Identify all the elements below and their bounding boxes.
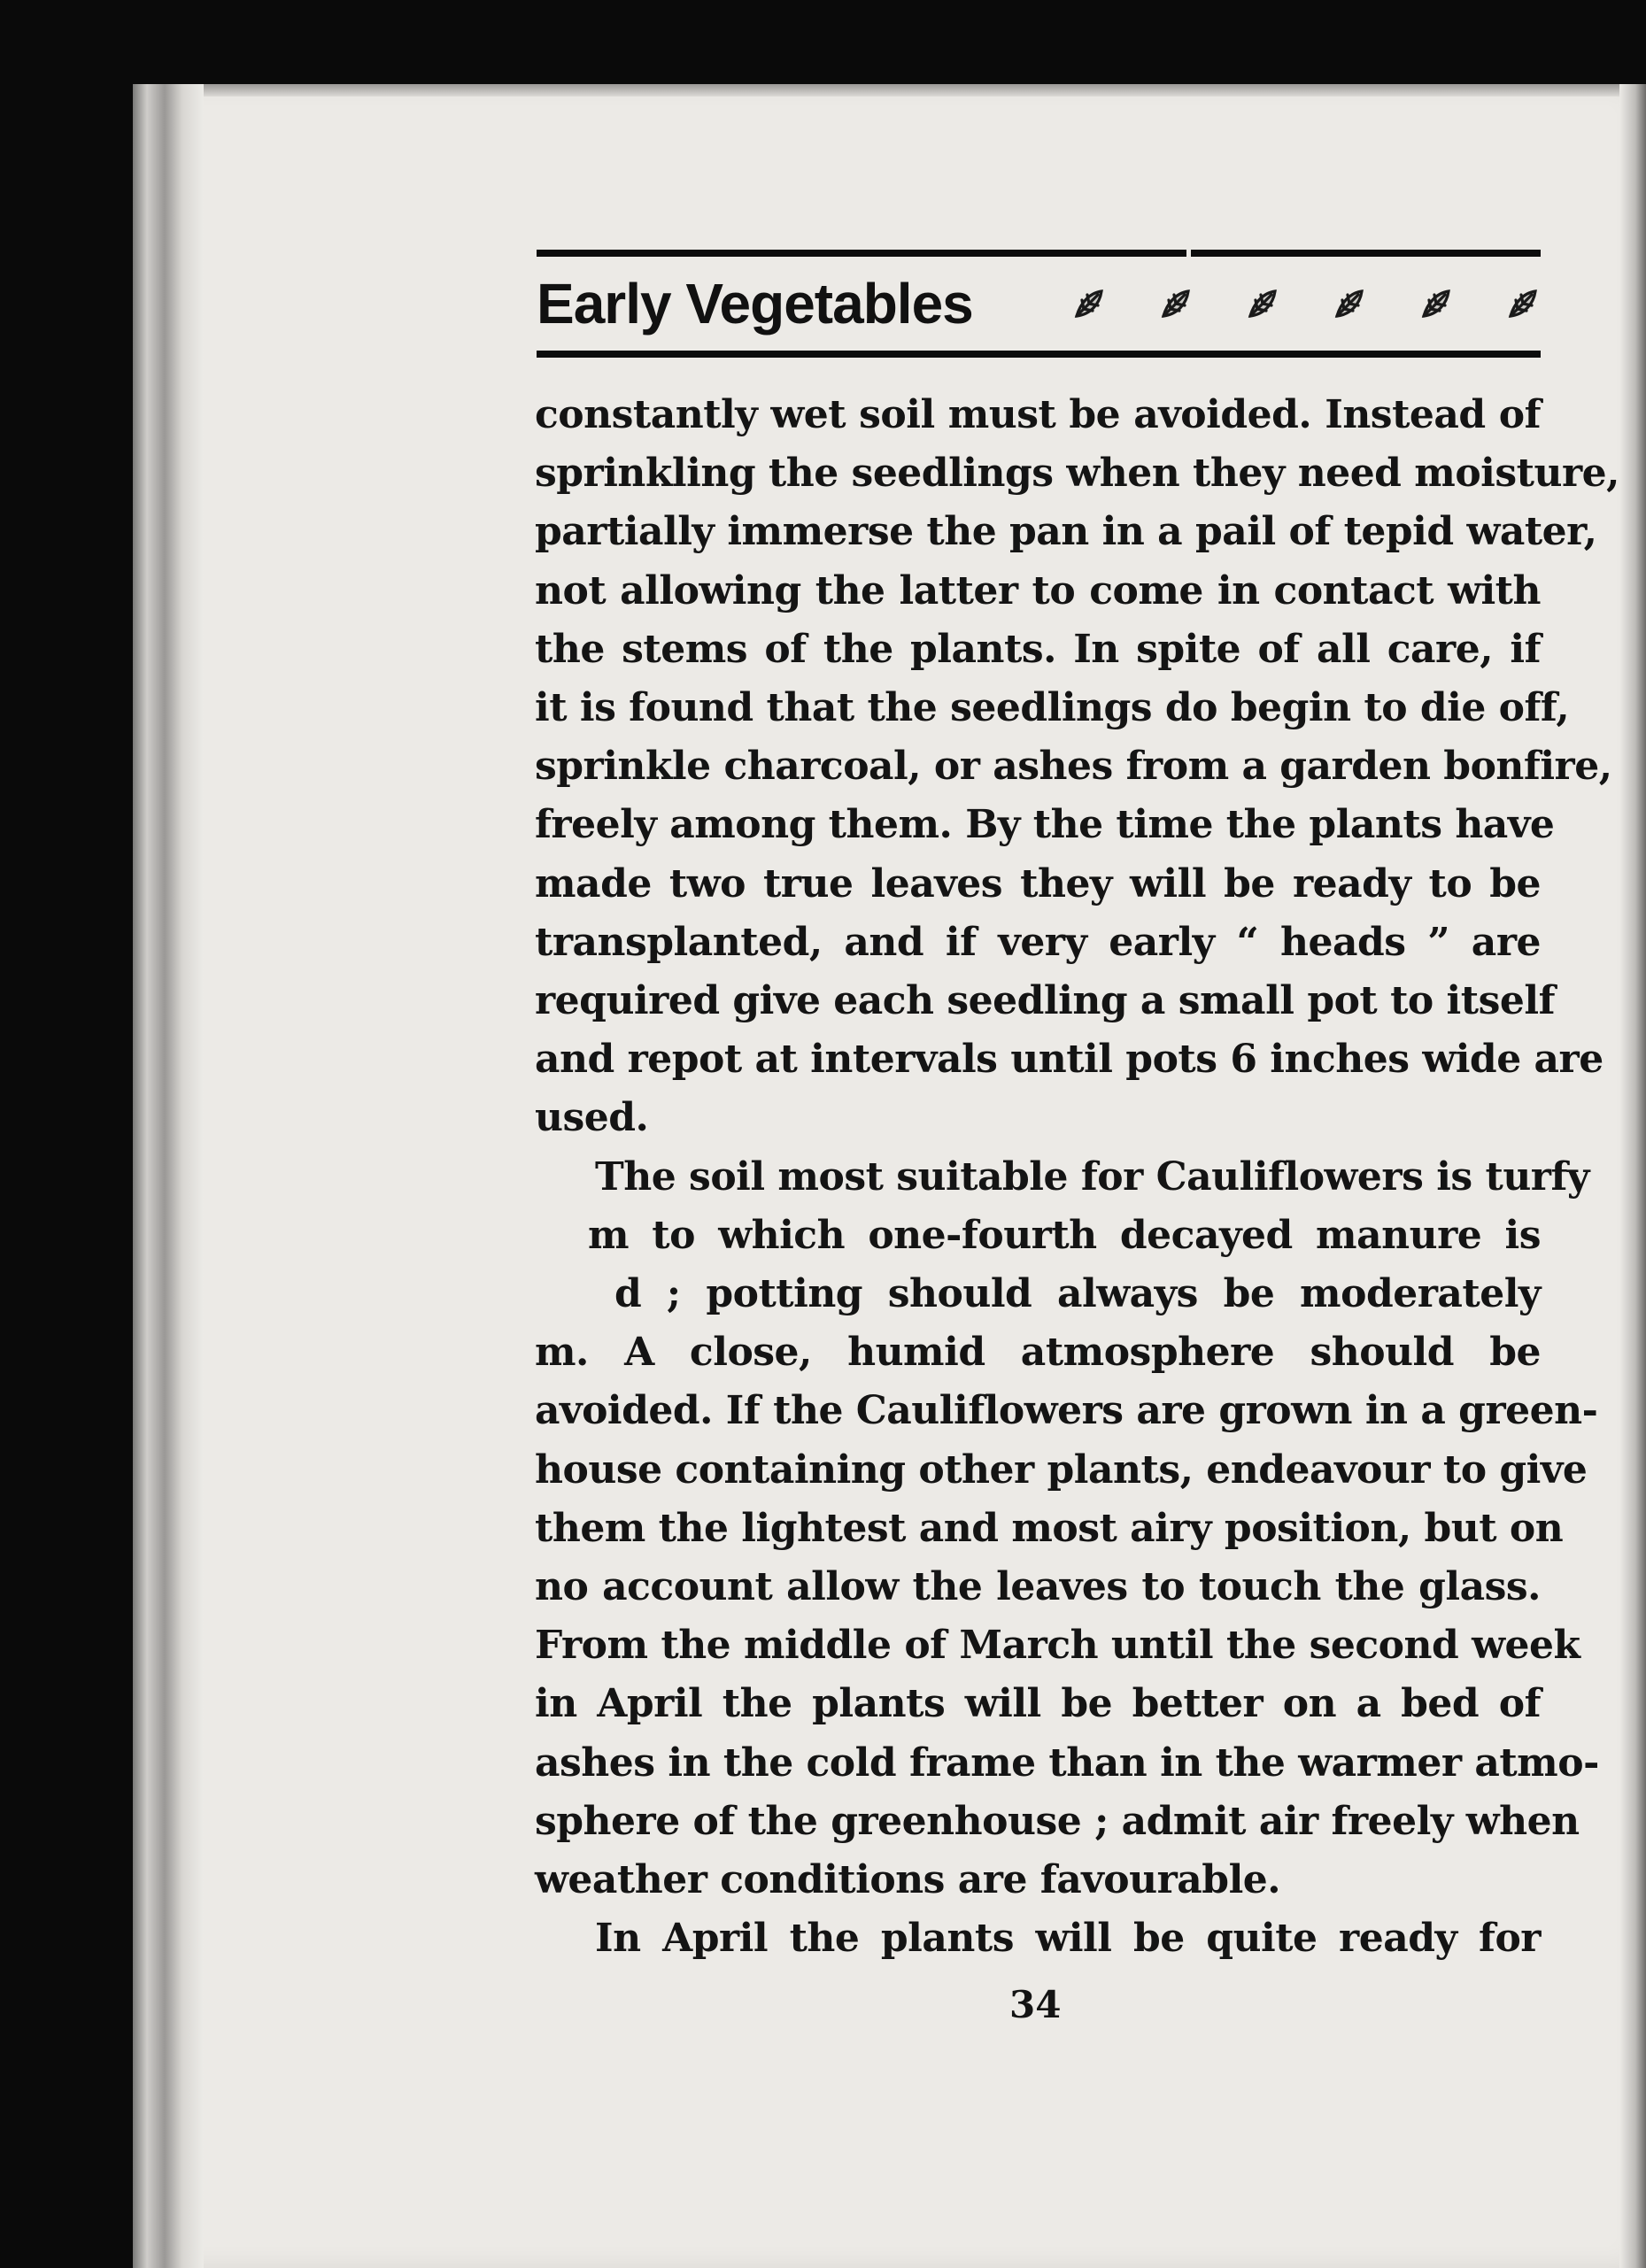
text-line: in April the plants will be better on a bed of xyxy=(535,1681,1541,1727)
text-line: it is found that the seedlings do begin to die off, xyxy=(535,685,1570,731)
leaf-ornament-icon xyxy=(1418,286,1454,321)
leaf-ornament-icon xyxy=(1071,286,1107,321)
text-line: freely among them. By the time the plants have xyxy=(535,802,1555,848)
text-line: weather conditions are favourable. xyxy=(535,1857,1281,1903)
text-line: required give each seedling a small pot to itself xyxy=(535,978,1556,1024)
paragraph-start-line: In April the plants will be quite ready for xyxy=(595,1916,1541,1962)
text-line: d ; potting should always be moderately xyxy=(614,1271,1541,1317)
text-line: no account allow the leaves to touch the glass. xyxy=(535,1564,1541,1610)
paragraph-start-line: The soil most suitable for Cauliflowers is turfy xyxy=(595,1153,1589,1200)
text-line: avoided. If the Cauliflowers are grown in a green- xyxy=(535,1388,1598,1434)
leaf-ornament-icon xyxy=(1332,286,1367,321)
text-line: sprinkle charcoal, or ashes from a garden bonfire, xyxy=(535,744,1612,790)
text-line: used. xyxy=(535,1095,649,1141)
text-line: not allowing the latter to come in contact with xyxy=(535,567,1541,613)
text-line: m to which one-fourth decayed manure is xyxy=(588,1212,1541,1258)
page-number: 34 xyxy=(1009,1983,1062,2026)
text-line: sphere of the greenhouse ; admit air freely when xyxy=(535,1798,1580,1844)
page-right-edge xyxy=(1619,84,1646,2268)
text-line: sprinkling the seedlings when they need moisture, xyxy=(535,451,1619,497)
text-line: them the lightest and most airy position, but on xyxy=(535,1505,1564,1551)
text-line: ashes in the cold frame than in the warmer atmo- xyxy=(535,1740,1599,1786)
text-line: partially immerse the pan in a pail of tepid water, xyxy=(535,509,1597,555)
text-line: house containing other plants, endeavour to give xyxy=(535,1446,1588,1493)
header-rule-top xyxy=(537,250,1541,257)
text-line: made two true leaves they will be ready to be xyxy=(535,860,1541,906)
running-head-title: Early Vegetables xyxy=(537,272,973,336)
text-line: transplanted, and if very early “ heads ” are xyxy=(535,919,1541,965)
page-top-edge xyxy=(204,84,1638,96)
leaf-ornament-icon xyxy=(1158,286,1194,321)
running-header xyxy=(537,264,1541,343)
header-rule-gap xyxy=(1186,250,1191,257)
leaf-ornament-icon xyxy=(1245,286,1280,321)
leaf-ornament-icon xyxy=(1505,286,1541,321)
header-rule-bottom xyxy=(537,351,1541,358)
body-text xyxy=(535,386,1619,1968)
ornament-row xyxy=(1071,286,1541,321)
text-line: and repot at intervals until pots 6 inches wide are xyxy=(535,1037,1603,1083)
text-line: constantly wet soil must be avoided. Instead of xyxy=(535,392,1541,437)
page-gutter xyxy=(133,84,204,2268)
text-line: m. A close, humid atmosphere should be xyxy=(535,1330,1541,1376)
text-line: the stems of the plants. In spite of all care, if xyxy=(535,626,1541,672)
text-line: From the middle of March until the second week xyxy=(535,1623,1580,1669)
